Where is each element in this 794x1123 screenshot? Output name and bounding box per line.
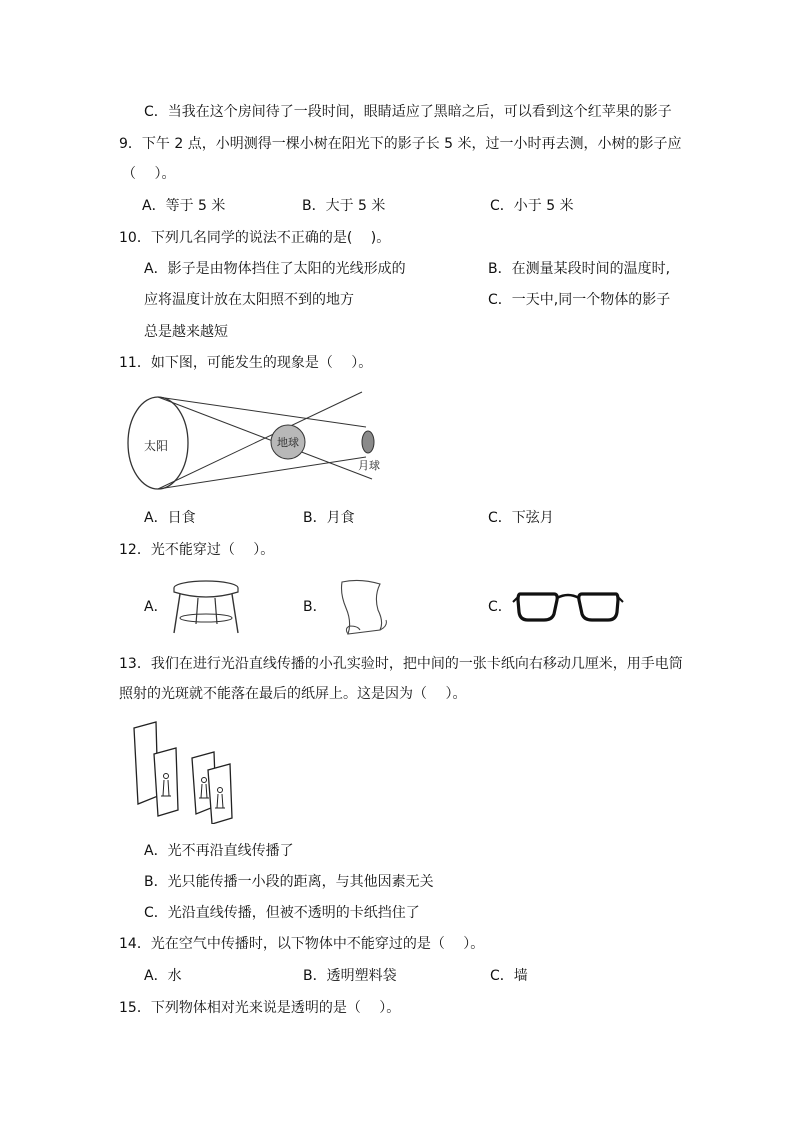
ray-line: [158, 457, 366, 489]
pinhole-experiment-image: [128, 718, 248, 824]
q14-option-b: B．透明塑料袋: [303, 968, 397, 984]
stool-image: [170, 578, 242, 636]
q9-stem-line2: （ ）。: [122, 166, 176, 182]
q8-option-c: C．当我在这个房间待了一段时间，眼睛适应了黑暗之后，可以看到这个红苹果的影子: [144, 104, 672, 120]
q11-option-c: C．下弦月: [488, 510, 554, 526]
q14-option-a: A．水: [144, 968, 182, 984]
q12-option-a: A．: [144, 599, 168, 615]
q12-stem: 12．光不能穿过（ ）。: [119, 542, 275, 558]
q10-option-c-line2: 总是越来越短: [144, 324, 228, 340]
q9-option-b: B．大于 5 米: [302, 198, 386, 214]
q9-option-c: C．小于 5 米: [490, 198, 574, 214]
q9-option-a: A．等于 5 米: [142, 198, 226, 214]
sun-label: 太阳: [144, 439, 169, 453]
q13-stem-line1: 13．我们在进行光沿直线传播的小孔实验时，把中间的一张卡纸向右移动几厘米，用手电筒: [119, 656, 683, 672]
q10-stem: 10．下列几名同学的说法不正确的是( )。: [119, 230, 391, 246]
ray-line: [158, 397, 366, 427]
glasses-image: [512, 588, 624, 624]
q14-stem: 14．光在空气中传播时，以下物体中不能穿过的是（ ）。: [119, 936, 485, 952]
q11-option-b: B．月食: [303, 510, 355, 526]
paper-image: [330, 576, 392, 638]
q10-option-a: A．影子是由物体挡住了太阳的光线形成的: [144, 261, 406, 277]
q10-option-c-line1: C．一天中,同一个物体的影子: [488, 292, 671, 308]
q15-stem: 15．下列物体相对光来说是透明的是（ ）。: [119, 1000, 401, 1016]
q11-option-a: A．日食: [144, 510, 196, 526]
q13-option-b: B．光只能传播一小段的距离，与其他因素无关: [144, 874, 434, 890]
earth-label: 地球: [277, 436, 299, 449]
q12-option-b: B．: [303, 599, 327, 615]
q10-option-b-line1: B．在测量某段时间的温度时,: [488, 261, 671, 277]
q13-stem-line2: 照射的光斑就不能落在最后的纸屏上。这是因为（ ）。: [119, 686, 467, 702]
eclipse-diagram: [124, 388, 394, 498]
q13-option-a: A．光不再沿直线传播了: [144, 843, 294, 859]
moon-shape: [362, 431, 374, 453]
moon-label: 月球: [358, 459, 380, 472]
q11-stem: 11．如下图，可能发生的现象是（ ）。: [119, 355, 373, 371]
q12-option-c: C．: [488, 599, 512, 615]
q14-option-c: C．墙: [490, 968, 528, 984]
q9-stem-line1: 9．下午 2 点，小明测得一棵小树在阳光下的影子长 5 米，过一小时再去测，小树的影子应: [119, 136, 682, 152]
q13-option-c: C．光沿直线传播，但被不透明的卡纸挡住了: [144, 905, 420, 921]
q10-option-b-line2: 应将温度计放在太阳照不到的地方: [144, 292, 354, 308]
